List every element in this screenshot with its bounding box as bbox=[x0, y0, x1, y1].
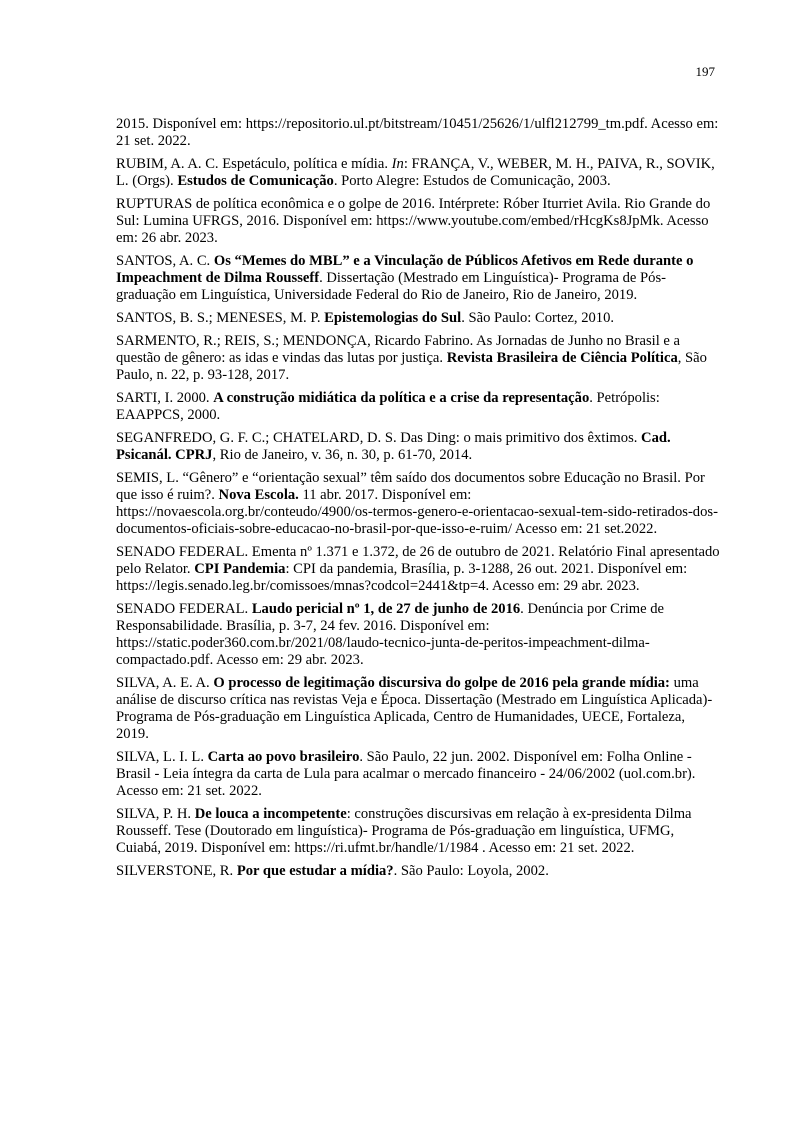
reference-entry bbox=[116, 806, 720, 857]
reference-text: . Dissertação (Mestrado em Linguística)- Programa de Pós-graduação em Linguística, Universidade Federal do Rio de Janeiro, Rio de Janeiro, 2019. bbox=[116, 270, 667, 303]
reference-text: . São Paulo, 22 jun. 2002. Disponível em: Folha Online - Brasil - Leia íntegra da carta de Lula para acalmar o mercado financeiro - 24/06/2002 (uol.com.br). Acesso em: 21 set. 2022. bbox=[116, 749, 696, 799]
reference-entry bbox=[116, 156, 720, 190]
reference-text: RUBIM, A. A. C. Espetáculo, política e mídia. bbox=[116, 156, 392, 172]
reference-text: : FRANÇA, V., WEBER, M. H., PAIVA, R., SOVIK, L. (Orgs). bbox=[116, 156, 715, 189]
reference-entry bbox=[116, 116, 720, 150]
reference-text: SARMENTO, R.; REIS, S.; MENDONÇA, Ricardo Fabrino. As Jornadas de Junho no Brasil e a questão de gênero: as idas e vindas das lutas por justiça. bbox=[116, 333, 681, 366]
reference-title: Estudos de Comunicação bbox=[177, 173, 334, 189]
reference-text: SILVA, A. E. A. bbox=[116, 675, 214, 691]
reference-italic: In bbox=[391, 156, 404, 172]
reference-text: SANTOS, A. C. bbox=[116, 253, 214, 269]
reference-text: SARTI, I. 2000. bbox=[116, 390, 214, 406]
reference-text: SILVA, L. I. L. bbox=[116, 749, 208, 765]
reference-text: . Petrópolis: EAAPPCS, 2000. bbox=[116, 390, 660, 423]
reference-text: , São Paulo, n. 22, p. 93-128, 2017. bbox=[116, 350, 707, 383]
reference-entry bbox=[116, 430, 720, 464]
reference-entry bbox=[116, 601, 720, 669]
reference-entry bbox=[116, 390, 720, 424]
reference-text: SEGANFREDO, G. F. C.; CHATELARD, D. S. Das Ding: o mais primitivo dos êxtimos. bbox=[116, 430, 642, 446]
reference-list bbox=[116, 116, 720, 886]
reference-text: 2015. Disponível em: https://repositorio.ul.pt/bitstream/10451/25626/1/ulfl212799_tm.pdf. Acesso em: 21 set. 2022. bbox=[116, 116, 719, 149]
reference-text: SILVERSTONE, R. bbox=[116, 863, 237, 879]
reference-title: CPI Pandemia bbox=[194, 561, 286, 577]
reference-entry bbox=[116, 333, 720, 384]
reference-title: Carta ao povo brasileiro bbox=[207, 749, 360, 765]
reference-title: De louca a incompetente bbox=[194, 806, 347, 822]
reference-text: . São Paulo: Cortez, 2010. bbox=[461, 310, 615, 326]
reference-text: 11 abr. 2017. Disponível em: https://novaescola.org.br/conteudo/4900/os-termos-genero-e-orientacao-sexual-tem-sido-retirados-dos-documentos-oficiais-sobre-educacao-no-brasil-por-que-isso-e-ruim/ Acesso em: 21 set.2022. bbox=[116, 487, 718, 537]
reference-text: RUPTURAS de política econômica e o golpe de 2016. Intérprete: Róber Iturriet Avila. Rio Grande do Sul: Lumina UFRGS, 2016. Disponível em: https://www.youtube.com/embed/rHcgKs8JpMk. Acesso em: 26 abr. 2023. bbox=[116, 196, 711, 246]
reference-text: SANTOS, B. S.; MENESES, M. P. bbox=[116, 310, 325, 326]
reference-title: Nova Escola. bbox=[218, 487, 299, 503]
reference-entry bbox=[116, 310, 720, 327]
reference-text: . São Paulo: Loyola, 2002. bbox=[393, 863, 549, 879]
reference-entry bbox=[116, 470, 720, 538]
reference-title: Os “Memes do MBL” e a Vinculação de Públicos Afetivos em Rede durante o Impeachment de Dilma Rousseff bbox=[116, 253, 694, 286]
reference-text: SENADO FEDERAL. Ementa nº 1.371 e 1.372, de 26 de outubro de 2021. Relatório Final apresentado pelo Relator. bbox=[116, 544, 720, 577]
reference-text: uma análise de discurso crítica nas revistas Veja e Época. Dissertação (Mestrado em Linguística Aplicada)- Programa de Pós-graduação em Linguística Aplicada, Centro de Humanidades, UECE, Fortaleza, 2019. bbox=[116, 675, 713, 742]
reference-entry bbox=[116, 863, 720, 880]
reference-text: : CPI da pandemia, Brasília, p. 3-1288, 26 out. 2021. Disponível em: https://legis.senado.leg.br/comissoes/mnas?codcol=2441&tp=4. Acesso em: 29 abr. 2023. bbox=[116, 561, 688, 594]
reference-title: Cad. Psicanál. CPRJ bbox=[116, 430, 671, 463]
reference-text: , Rio de Janeiro, v. 36, n. 30, p. 61-70, 2014. bbox=[212, 447, 473, 463]
reference-title: A construção midiática da política e a crise da representação bbox=[213, 390, 590, 406]
reference-title: Laudo pericial nº 1, de 27 de junho de 2016 bbox=[251, 601, 521, 617]
reference-text: : construções discursivas em relação à ex-presidenta Dilma Rousseff. Tese (Doutorado em linguística)- Programa de Pós-graduação em linguística, UFMG, Cuiabá, 2019. Disponível em: https://ri.ufmt.br/handle/1/1984 . Acesso em: 21 set. 2022. bbox=[116, 806, 692, 856]
page-number: 197 bbox=[695, 64, 715, 79]
reference-title: Revista Brasileira de Ciência Política bbox=[446, 350, 678, 366]
reference-entry bbox=[116, 196, 720, 247]
reference-text: . Porto Alegre: Estudos de Comunicação, 2003. bbox=[333, 173, 611, 189]
reference-text: SILVA, P. H. bbox=[116, 806, 195, 822]
reference-text: . Denúncia por Crime de Responsabilidade. Brasília, p. 3-7, 24 fev. 2016. Disponível em: https://static.poder360.com.br/2021/08/laudo-tecnico-junta-de-peritos-impeachment-dilma-compactado.pdf. Acesso em: 29 abr. 2023. bbox=[116, 601, 665, 668]
reference-title: Por que estudar a mídia? bbox=[236, 863, 394, 879]
reference-entry bbox=[116, 544, 720, 595]
reference-entry bbox=[116, 253, 720, 304]
reference-title: Epistemologias do Sul bbox=[324, 310, 462, 326]
reference-text: SEMIS, L. “Gênero” e “orientação sexual” têm saído dos documentos sobre Educação no Brasil. Por que isso é ruim?. bbox=[116, 470, 705, 503]
reference-title: O processo de legitimação discursiva do golpe de 2016 pela grande mídia: bbox=[213, 675, 670, 691]
reference-text: SENADO FEDERAL. bbox=[116, 601, 252, 617]
reference-entry bbox=[116, 675, 720, 743]
reference-entry bbox=[116, 749, 720, 800]
